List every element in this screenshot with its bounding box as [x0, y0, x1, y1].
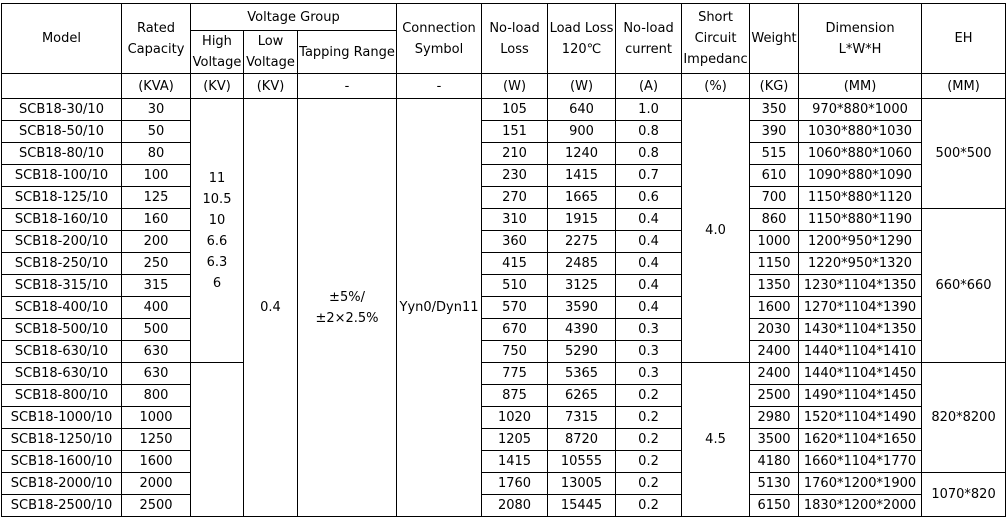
cell-dimension: 1220*950*1320 — [799, 253, 922, 275]
cell-impedance-group-2: 4.5 — [682, 363, 750, 517]
table-row — [2, 99, 1006, 121]
cell-dimension: 1520*1104*1490 — [799, 407, 922, 429]
cell-model: SCB18-500/10 — [2, 319, 122, 341]
cell-no-load-loss: 415 — [482, 253, 548, 275]
cell-load-loss: 2485 — [548, 253, 616, 275]
header-voltage-group: Voltage Group — [191, 4, 397, 31]
unit-weight: (KG) — [750, 74, 799, 99]
cell-dimension: 1230*1104*1350 — [799, 275, 922, 297]
cell-no-load-current: 0.7 — [616, 165, 682, 187]
cell-weight: 5130 — [750, 473, 799, 495]
cell-model: SCB18-1600/10 — [2, 451, 122, 473]
cell-model: SCB18-2500/10 — [2, 495, 122, 517]
cell-no-load-loss: 1020 — [482, 407, 548, 429]
cell-weight: 700 — [750, 187, 799, 209]
unit-dimension: (MM) — [799, 74, 922, 99]
cell-no-load-loss: 1205 — [482, 429, 548, 451]
cell-dimension: 1270*1104*1390 — [799, 297, 922, 319]
table-row — [2, 407, 1006, 429]
table-row — [2, 297, 1006, 319]
cell-model: SCB18-630/10 — [2, 341, 122, 363]
table-row — [2, 319, 1006, 341]
cell-weight: 2400 — [750, 363, 799, 385]
unit-low-voltage: (KV) — [244, 74, 298, 99]
spec-table — [1, 3, 1006, 517]
cell-no-load-current: 0.2 — [616, 451, 682, 473]
cell-no-load-current: 0.2 — [616, 385, 682, 407]
cell-no-load-current: 0.8 — [616, 143, 682, 165]
cell-capacity: 400 — [122, 297, 191, 319]
cell-model: SCB18-630/10 — [2, 363, 122, 385]
cell-weight: 1350 — [750, 275, 799, 297]
table-row — [2, 275, 1006, 297]
cell-eh-group-4: 1070*820 — [922, 473, 1006, 517]
table-row — [2, 187, 1006, 209]
cell-load-loss: 10555 — [548, 451, 616, 473]
cell-weight: 6150 — [750, 495, 799, 517]
cell-capacity: 30 — [122, 99, 191, 121]
cell-capacity: 1250 — [122, 429, 191, 451]
cell-no-load-loss: 105 — [482, 99, 548, 121]
cell-model: SCB18-800/10 — [2, 385, 122, 407]
cell-capacity: 250 — [122, 253, 191, 275]
units-row — [2, 74, 1006, 99]
cell-no-load-current: 0.4 — [616, 275, 682, 297]
table-row — [2, 165, 1006, 187]
cell-model: SCB18-160/10 — [2, 209, 122, 231]
cell-no-load-current: 0.2 — [616, 407, 682, 429]
cell-capacity: 2000 — [122, 473, 191, 495]
table-row — [2, 209, 1006, 231]
cell-weight: 2980 — [750, 407, 799, 429]
cell-model: SCB18-1250/10 — [2, 429, 122, 451]
cell-weight: 2030 — [750, 319, 799, 341]
cell-capacity: 80 — [122, 143, 191, 165]
cell-load-loss: 7315 — [548, 407, 616, 429]
cell-low-voltage-merged: 0.4 — [244, 99, 298, 517]
cell-capacity: 2500 — [122, 495, 191, 517]
header-eh: EH — [922, 4, 1006, 74]
cell-weight: 2400 — [750, 341, 799, 363]
cell-dimension: 1150*880*1190 — [799, 209, 922, 231]
cell-no-load-current: 0.3 — [616, 363, 682, 385]
unit-no-load-current: (A) — [616, 74, 682, 99]
table-row — [2, 385, 1006, 407]
cell-capacity: 160 — [122, 209, 191, 231]
table-row — [2, 363, 1006, 385]
cell-model: SCB18-1000/10 — [2, 407, 122, 429]
unit-short-circuit: (%) — [682, 74, 750, 99]
cell-no-load-loss: 1415 — [482, 451, 548, 473]
cell-no-load-loss: 151 — [482, 121, 548, 143]
cell-load-loss: 3590 — [548, 297, 616, 319]
cell-dimension: 1830*1200*2000 — [799, 495, 922, 517]
cell-load-loss: 900 — [548, 121, 616, 143]
cell-capacity: 630 — [122, 341, 191, 363]
cell-dimension: 1200*950*1290 — [799, 231, 922, 253]
cell-no-load-current: 0.6 — [616, 187, 682, 209]
cell-capacity: 50 — [122, 121, 191, 143]
unit-connection-symbol: - — [397, 74, 482, 99]
cell-model: SCB18-30/10 — [2, 99, 122, 121]
cell-dimension: 1490*1104*1450 — [799, 385, 922, 407]
cell-load-loss: 8720 — [548, 429, 616, 451]
cell-model: SCB18-100/10 — [2, 165, 122, 187]
cell-dimension: 1150*880*1120 — [799, 187, 922, 209]
cell-high-voltage-empty — [191, 363, 244, 517]
cell-no-load-loss: 270 — [482, 187, 548, 209]
cell-model: SCB18-315/10 — [2, 275, 122, 297]
cell-weight: 515 — [750, 143, 799, 165]
cell-dimension: 1440*1104*1410 — [799, 341, 922, 363]
unit-tapping-range: - — [298, 74, 397, 99]
table-row — [2, 495, 1006, 517]
cell-no-load-current: 0.3 — [616, 319, 682, 341]
cell-weight: 390 — [750, 121, 799, 143]
cell-no-load-current: 1.0 — [616, 99, 682, 121]
cell-capacity: 800 — [122, 385, 191, 407]
cell-tapping-range-merged: ±5%/ ±2×2.5% — [298, 99, 397, 517]
cell-no-load-loss: 670 — [482, 319, 548, 341]
header-no-load-loss: No-load Loss — [482, 4, 548, 74]
table-row — [2, 429, 1006, 451]
header-tapping-range: Tapping Range — [298, 31, 397, 74]
cell-dimension: 1060*880*1060 — [799, 143, 922, 165]
cell-no-load-loss: 510 — [482, 275, 548, 297]
header-rated-capacity: Rated Capacity — [122, 4, 191, 74]
cell-weight: 610 — [750, 165, 799, 187]
unit-no-load-loss: (W) — [482, 74, 548, 99]
header-weight: Weight — [750, 4, 799, 74]
header-connection-symbol: Connection Symbol — [397, 4, 482, 74]
header-model: Model — [2, 4, 122, 74]
cell-load-loss: 15445 — [548, 495, 616, 517]
cell-no-load-loss: 310 — [482, 209, 548, 231]
table-row — [2, 451, 1006, 473]
cell-load-loss: 2275 — [548, 231, 616, 253]
cell-model: SCB18-2000/10 — [2, 473, 122, 495]
unit-eh: (MM) — [922, 74, 1006, 99]
cell-weight: 4180 — [750, 451, 799, 473]
cell-model: SCB18-50/10 — [2, 121, 122, 143]
cell-dimension: 1660*1104*1770 — [799, 451, 922, 473]
cell-dimension: 1620*1104*1650 — [799, 429, 922, 451]
cell-weight: 1150 — [750, 253, 799, 275]
cell-model: SCB18-80/10 — [2, 143, 122, 165]
table-row — [2, 231, 1006, 253]
cell-high-voltage-merged: 11 10.5 10 6.6 6.3 6 — [191, 99, 244, 363]
cell-weight: 2500 — [750, 385, 799, 407]
cell-no-load-loss: 230 — [482, 165, 548, 187]
cell-load-loss: 6265 — [548, 385, 616, 407]
cell-no-load-current: 0.4 — [616, 297, 682, 319]
cell-load-loss: 3125 — [548, 275, 616, 297]
unit-rated-capacity: (KVA) — [122, 74, 191, 99]
cell-impedance-group-1: 4.0 — [682, 99, 750, 363]
cell-no-load-current: 0.2 — [616, 429, 682, 451]
cell-weight: 350 — [750, 99, 799, 121]
cell-eh-group-1: 500*500 — [922, 99, 1006, 209]
unit-model-blank — [2, 74, 122, 99]
cell-model: SCB18-200/10 — [2, 231, 122, 253]
cell-load-loss: 1665 — [548, 187, 616, 209]
cell-no-load-current: 0.2 — [616, 473, 682, 495]
unit-high-voltage: (KV) — [191, 74, 244, 99]
cell-eh-group-3: 820*8200 — [922, 363, 1006, 473]
cell-load-loss: 4390 — [548, 319, 616, 341]
table-row — [2, 473, 1006, 495]
cell-load-loss: 13005 — [548, 473, 616, 495]
header-high-voltage: High Voltage — [191, 31, 244, 74]
cell-no-load-current: 0.2 — [616, 495, 682, 517]
cell-capacity: 100 — [122, 165, 191, 187]
cell-capacity: 1000 — [122, 407, 191, 429]
cell-connection-symbol-merged: Yyn0/Dyn11 — [397, 99, 482, 517]
cell-model: SCB18-400/10 — [2, 297, 122, 319]
cell-load-loss: 1415 — [548, 165, 616, 187]
cell-model: SCB18-125/10 — [2, 187, 122, 209]
cell-no-load-loss: 570 — [482, 297, 548, 319]
cell-no-load-loss: 2080 — [482, 495, 548, 517]
cell-capacity: 200 — [122, 231, 191, 253]
cell-model: SCB18-250/10 — [2, 253, 122, 275]
cell-no-load-loss: 210 — [482, 143, 548, 165]
cell-weight: 860 — [750, 209, 799, 231]
cell-capacity: 630 — [122, 363, 191, 385]
cell-dimension: 1430*1104*1350 — [799, 319, 922, 341]
cell-dimension: 1090*880*1090 — [799, 165, 922, 187]
cell-no-load-loss: 1760 — [482, 473, 548, 495]
cell-load-loss: 1915 — [548, 209, 616, 231]
cell-capacity: 500 — [122, 319, 191, 341]
header-load-loss: Load Loss 120℃ — [548, 4, 616, 74]
cell-weight: 1000 — [750, 231, 799, 253]
header-no-load-current: No-load current — [616, 4, 682, 74]
header-low-voltage: Low Voltage — [244, 31, 298, 74]
cell-no-load-current: 0.4 — [616, 253, 682, 275]
cell-load-loss: 1240 — [548, 143, 616, 165]
cell-no-load-loss: 775 — [482, 363, 548, 385]
cell-no-load-current: 0.4 — [616, 209, 682, 231]
cell-dimension: 970*880*1000 — [799, 99, 922, 121]
cell-weight: 1600 — [750, 297, 799, 319]
table-row — [2, 341, 1006, 363]
header-dimension: Dimension L*W*H — [799, 4, 922, 74]
unit-load-loss: (W) — [548, 74, 616, 99]
cell-load-loss: 5365 — [548, 363, 616, 385]
table-row — [2, 143, 1006, 165]
cell-dimension: 1440*1104*1450 — [799, 363, 922, 385]
cell-load-loss: 5290 — [548, 341, 616, 363]
header-short-circuit-impedance: Short Circuit Impedanc — [682, 4, 750, 74]
cell-capacity: 125 — [122, 187, 191, 209]
cell-no-load-loss: 360 — [482, 231, 548, 253]
cell-eh-group-2: 660*660 — [922, 209, 1006, 363]
table-row — [2, 121, 1006, 143]
cell-capacity: 1600 — [122, 451, 191, 473]
cell-no-load-current: 0.4 — [616, 231, 682, 253]
cell-no-load-loss: 750 — [482, 341, 548, 363]
cell-no-load-current: 0.3 — [616, 341, 682, 363]
cell-load-loss: 640 — [548, 99, 616, 121]
cell-dimension: 1760*1200*1900 — [799, 473, 922, 495]
table-row — [2, 253, 1006, 275]
cell-capacity: 315 — [122, 275, 191, 297]
cell-no-load-current: 0.8 — [616, 121, 682, 143]
cell-weight: 3500 — [750, 429, 799, 451]
cell-dimension: 1030*880*1030 — [799, 121, 922, 143]
cell-no-load-loss: 875 — [482, 385, 548, 407]
